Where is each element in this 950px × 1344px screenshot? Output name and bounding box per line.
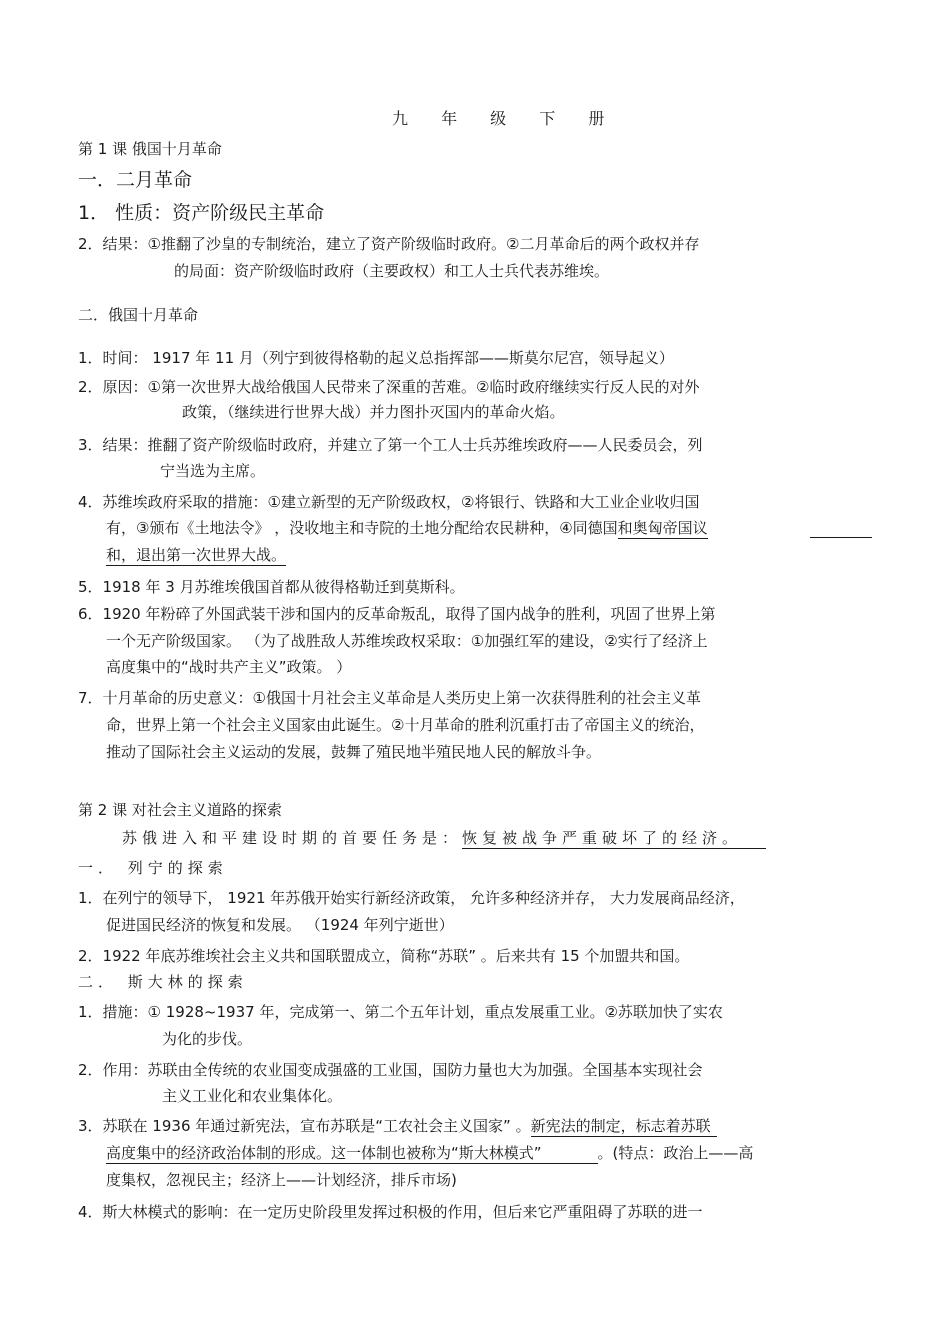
constitution-line2-text: 。(特点：政治上——高 [597,1144,754,1162]
lesson-2-intro [122,828,766,848]
stalin-model-underlined-text: 高度集中的经济政治体制的形成。这一体制也被称为“斯大林模式” [106,1144,598,1164]
item-significance-line2: 命，世界上第一个社会主义国家由此诞生。②十月革命的胜利沉重打击了帝国主义的统治， [106,716,705,734]
section-october-revolution-heading: 二．俄国十月革命 [78,306,199,324]
item-significance-line1: 7．十月革命的历史意义：①俄国十月社会主义革命是人类历史上第一次获得胜利的社会主义革 [78,689,701,707]
item-outcome-line1: 3．结果：推翻了资产阶级临时政府，并建立了第一个工人士兵苏维埃政府——人民委员会，列 [78,436,703,454]
item-civil-war-line3: 高度集中的“战时共产主义”政策。 ） [106,658,352,676]
item-result-line1: 2．结果：①推翻了沙皇的专制统治，建立了资产阶级临时政府。②二月革命后的两个政权并存 [78,235,700,253]
item-result-line2: 的局面：资产阶级临时政府（主要政权）和工人士兵代表苏维埃。 [174,262,610,280]
intro-text: 苏俄进入和平建设时期的首要任务是： [122,829,463,847]
page-title: 九 年 级 下 册 [392,109,619,128]
section-stalin-heading: 二． 斯大林的探索 [78,973,248,991]
item-measures-line1: 4．苏维埃政府采取的措施：①建立新型的无产阶级政权，②将银行、铁路和大工业企业收归国 [78,493,700,511]
item-nep-line2: 促进国民经济的恢复和发展。 （1924 年列宁逝世） [106,916,454,934]
measures-line2-text: 有，③颁布《土地法令》 ，没收地主和寺院的土地分配给农民耕种，④同德国 [106,519,618,537]
item-stalin-effect-line2: 主义工业化和农业集体化。 [162,1087,343,1105]
item-constitution-line3: 度集权，忽视民主；经济上——计划经济，排斥市场) [106,1171,457,1189]
item-constitution-line2 [106,1143,753,1163]
item-constitution-line1 [78,1116,717,1136]
measures-underlined-text: 和奥匈帝国议 [617,519,708,537]
lesson-2-heading: 第 2 课 对社会主义道路的探索 [78,801,282,819]
section-lenin-heading: 一． 列宁的探索 [78,859,228,877]
item-stalin-effect-line1: 2．作用：苏联由全传统的农业国变成强盛的工业国，国防力量也大为加强。全国基本实现社会 [78,1061,703,1079]
item-nep-line1: 1．在列宁的领导下， 1921 年苏俄开始实行新经济政策， 允许多种经济并存， 大力发展商品经济， [78,889,745,907]
item-stalin-measures-line1: 1．措施：① 1928~1937 年，完成第一、第二个五年计划，重点发展重工业。②苏联加快了实农 [78,1003,723,1021]
measures-line3-text: 和，退出第一次世界大战。 [106,546,287,564]
item-cause-line1: 2．原因：①第一次世界大战给俄国人民带来了深重的苦难。②临时政府继续实行反人民的对外 [78,378,700,396]
item-outcome-line2: 宁当选为主席。 [160,462,266,480]
section-february-revolution-heading: 一．二月革命 [78,169,193,191]
item-civil-war-line1: 6．1920 年粉碎了外国武装干涉和国内的反革命叛乱，取得了国内战争的胜利，巩固了世界上第 [78,605,716,623]
intro-underlined-text: 恢复被战争严重破坏了的经济。 [462,829,766,849]
item-cause-line2: 政策，（继续进行世界大战）并力图扑灭国内的革命火焰。 [182,403,565,421]
item-stalin-model-impact-line1: 4．斯大林模式的影响：在一定历史阶段里发挥过积极的作用，但后来它严重阻碍了苏联的进一 [78,1203,703,1221]
item-significance-line3: 推动了国际社会主义运动的发展，鼓舞了殖民地半殖民地人民的解放斗争。 [106,743,602,761]
constitution-line1-text: 3．苏联在 1936 年通过新宪法，宣布苏联是“工农社会主义国家” 。 [78,1117,531,1135]
constitution-underlined-text: 新宪法的制定，标志着苏联 [531,1117,717,1137]
underline-blank [810,537,872,538]
item-civil-war-line2: 一个无产阶级国家。 （为了战胜敌人苏维埃政权采取：①加强红军的建设，②实行了经济上 [106,632,708,650]
item-nature: 1． 性质：资产阶级民主革命 [78,202,325,224]
item-measures-line3 [106,545,286,565]
item-time: 1．时间： 1917 年 11 月（列宁到彼得格勒的起义总指挥部——斯莫尔尼宫，领导起义） [78,349,674,367]
item-ussr-founded: 2．1922 年底苏维埃社会主义共和国联盟成立，简称“苏联” 。后来共有 15 个加盟共和国。 [78,947,690,965]
lesson-1-heading: 第 1 课 俄国十月革命 [78,140,222,158]
item-capital-move: 5．1918 年 3 月苏维埃俄国首都从彼得格勒迁到莫斯科。 [78,578,465,596]
item-measures-line2 [106,518,708,538]
item-stalin-measures-line2: 为化的步伐。 [162,1030,253,1048]
